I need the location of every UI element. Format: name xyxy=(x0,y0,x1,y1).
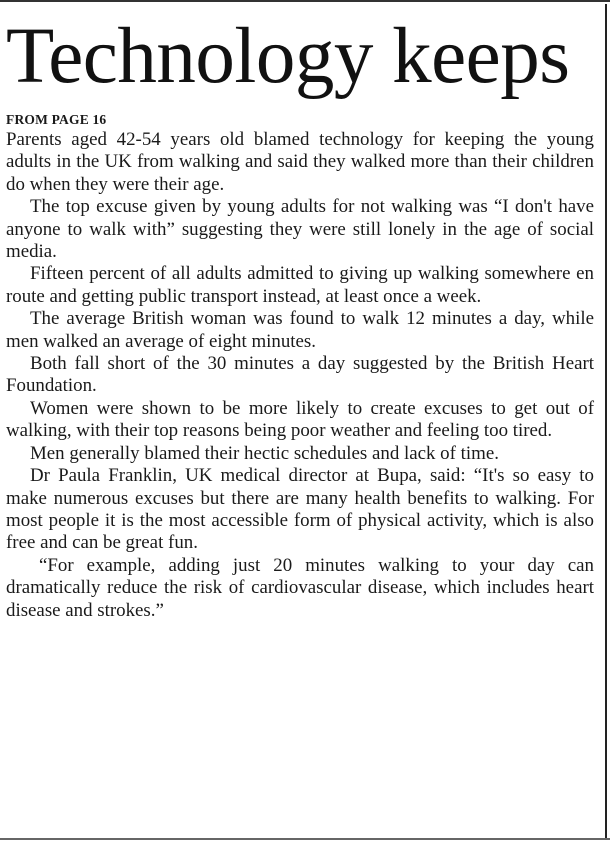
headline: Technology keeps xyxy=(6,13,570,100)
article-paragraph-6: Women were shown to be more likely to create excuses to get out of walking, with their top reasons being poor weather and feeling too tired. xyxy=(6,397,594,442)
article-paragraph-1: Parents aged 42-54 years old blamed technology for keeping the young adults in the UK from walking and said they walked more than their children do when they were their age. xyxy=(6,129,594,195)
jump-line: FROM PAGE 16 xyxy=(6,112,107,127)
news-article xyxy=(6,12,594,622)
article-paragraph-2: The top excuse given by young adults for not walking was “I don't have anyone to walk with” suggesting they were still lonely in the age of social media. xyxy=(6,196,594,263)
article-paragraph-4: The average British woman was found to walk 12 minutes a day, while men walked an average of eight minutes. xyxy=(6,308,594,352)
article-paragraph-9: “For example, adding just 20 minutes walking to your day can dramatically reduce the risk of cardiovascular disease, which includes heart disease and strokes.” xyxy=(6,554,594,621)
top-border-rule xyxy=(0,0,610,2)
article-paragraph-5: Both fall short of the 30 minutes a day suggested by the British Heart Foundation. xyxy=(6,353,594,397)
article-paragraph-3: Fifteen percent of all adults admitted to giving up walking somewhere en route and getting public transport instead, at least once a week. xyxy=(6,263,594,307)
column-divider-rule xyxy=(605,4,607,838)
article-paragraph-8: Dr Paula Franklin, UK medical director at Bupa, said: “It's so easy to make numerous excuses but there are many health benefits to walking. For most people it is the most accessible form of physical activity, which is also free and can be great fun. xyxy=(6,465,594,554)
article-paragraph-7: Men generally blamed their hectic schedules and lack of time. xyxy=(30,442,499,464)
bottom-border-rule xyxy=(0,838,610,840)
